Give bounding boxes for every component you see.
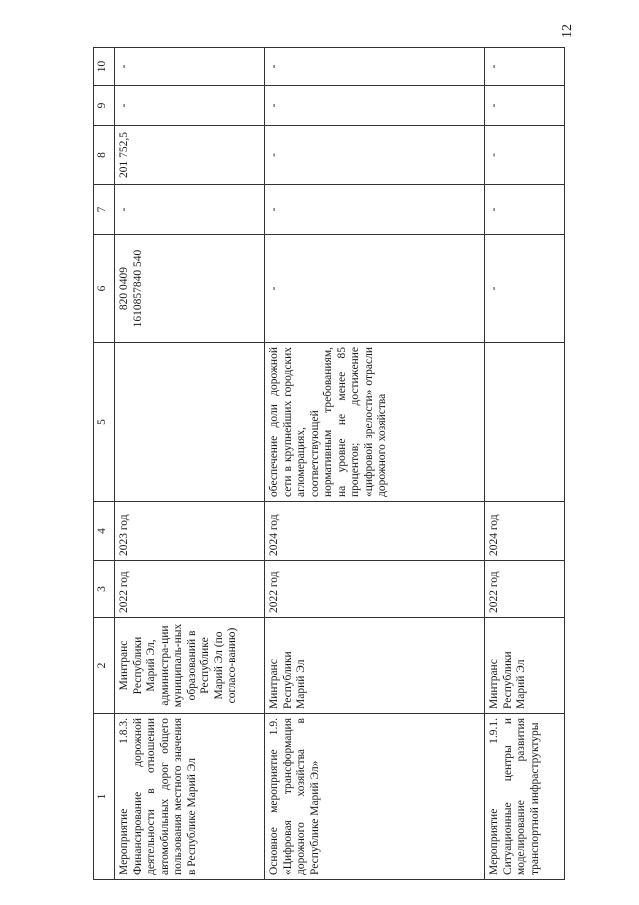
cell-col8: 201 752,5 — [115, 126, 265, 185]
table-row — [115, 48, 265, 880]
cell-col7: - — [115, 185, 265, 235]
cell-col10: - — [115, 48, 265, 86]
cell-end-year: 2023 год — [115, 502, 265, 561]
col-header-5: 5 — [94, 343, 115, 502]
cell-col8: - — [265, 126, 485, 185]
cell-budget-code: - — [485, 235, 565, 343]
header-row — [94, 48, 115, 880]
cell-result — [115, 343, 265, 502]
cell-end-year: 2024 год — [485, 502, 565, 561]
cell-executor: Минтранс Республики Марий Эл, администра-ции муниципаль-ных образований в Республике Марий Эл (по согласо-ванию) — [115, 618, 265, 714]
cell-start-year: 2022 год — [265, 561, 485, 618]
cell-col7: - — [485, 185, 565, 235]
cell-col8: - — [485, 126, 565, 185]
cell-activity: Мероприятие 1.9.1. Ситуационные центры и моделирование развития транспортной инфраструктуры — [485, 714, 565, 880]
cell-col10: - — [265, 48, 485, 86]
cell-col9: - — [265, 86, 485, 126]
cell-col7: - — [265, 185, 485, 235]
col-header-9: 9 — [94, 86, 115, 126]
cell-activity: Основное мероприятие 1.9. «Цифровая трансформация дорожного хозяйства в Республике Марий Эл» — [265, 714, 485, 880]
col-header-1: 1 — [94, 714, 115, 880]
document-sheet — [93, 48, 541, 880]
cell-executor: Минтранс Республики Марий Эл — [265, 618, 485, 714]
col-header-4: 4 — [94, 502, 115, 561]
cell-col9: - — [485, 86, 565, 126]
cell-result — [485, 343, 565, 502]
col-header-10: 10 — [94, 48, 115, 86]
col-header-8: 8 — [94, 126, 115, 185]
cell-result: обеспечение доли дорожной сети в крупнейших городских агломерациях, соответствующей нормативным требованиям, на уровне не менее 85 процентов; достижение «цифровой зрелости» отрасли дорожного хозяйства — [265, 343, 485, 502]
page-number: 12 — [560, 24, 575, 38]
cell-budget-code: - — [265, 235, 485, 343]
cell-executor: Минтранс Республики Марий Эл — [485, 618, 565, 714]
cell-col10: - — [485, 48, 565, 86]
cell-col9: - — [115, 86, 265, 126]
table-row — [265, 48, 485, 880]
cell-start-year: 2022 год — [485, 561, 565, 618]
program-table — [93, 47, 565, 880]
cell-activity: Мероприятие 1.8.3. Финансирование дорожной деятельности в отношении автомобильных дорог общего пользования местного значения в Республике Марий Эл — [115, 714, 265, 880]
cell-end-year: 2024 год — [265, 502, 485, 561]
col-header-7: 7 — [94, 185, 115, 235]
table-row — [485, 48, 565, 880]
col-header-6: 6 — [94, 235, 115, 343]
col-header-2: 2 — [94, 618, 115, 714]
cell-start-year: 2022 год — [115, 561, 265, 618]
col-header-3: 3 — [94, 561, 115, 618]
cell-budget-code: 820 0409 1610857840 540 — [115, 235, 265, 343]
